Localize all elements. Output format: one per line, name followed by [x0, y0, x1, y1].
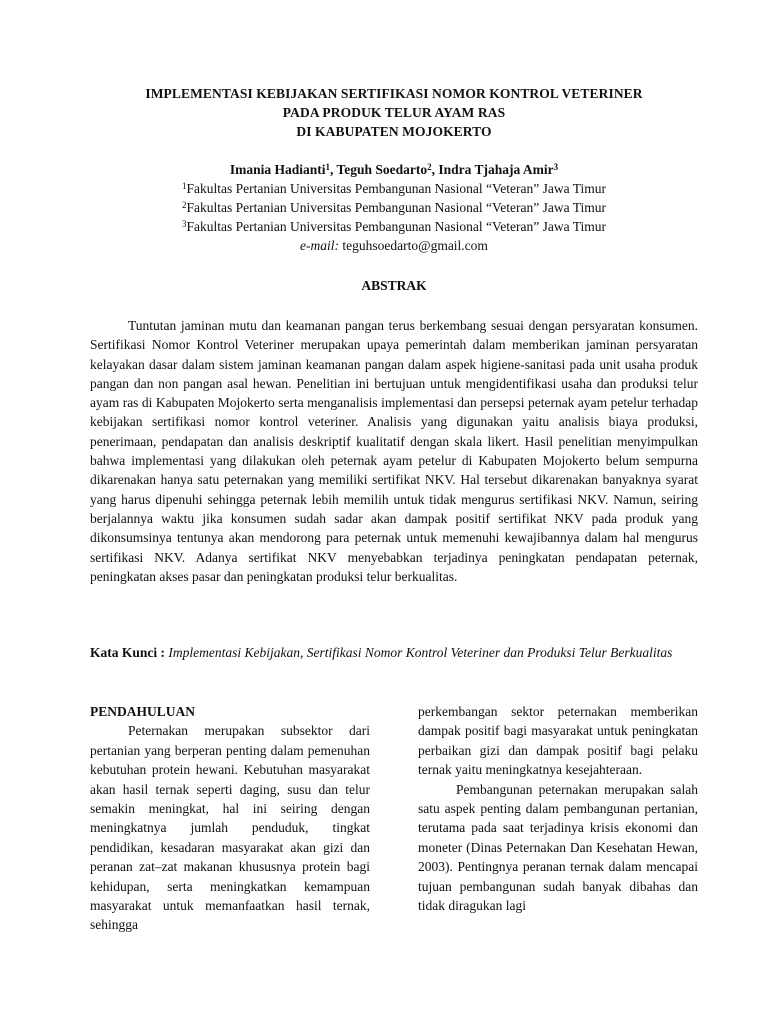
- keywords-text: Implementasi Kebijakan, Sertifikasi Nomor Kontrol Veteriner dan Produksi Telur Berkualitas: [165, 645, 673, 660]
- email-label: e-mail:: [300, 238, 340, 253]
- intro-paragraph-1-continued: perkembangan sektor peternakan memberikan dampak positif bagi masyarakat untuk peningkatan perbaikan gizi dan dampak positif bagi pelaku ternak yaitu meningkatnya kesejahteraan.: [418, 704, 698, 778]
- author-separator: ,: [329, 162, 337, 177]
- paper-title: [60, 84, 728, 141]
- affiliation-2: $^2$Fakultas Pertanian Universitas Pembangunan Nasional “Veteran” Jawa Timur: [181, 200, 607, 215]
- email-line: [60, 236, 728, 255]
- abstract-body: Tuntutan jaminan mutu dan keamanan pangan terus berkembang sesuai dengan persyaratan konsumen. Sertifikasi Nomor Kontrol Veteriner merupakan upaya pemerintah dalam memberikan jaminan persyaratan kelayakan dasar dalam sistem jaminan keamanan pangan dalam aspek higiene-sanitasi pada unit usaha produk pangan dan non pangan asal hewan. Penelitian ini bertujuan untuk mengidentifikasi usaha dan produksi telur ayam ras di Kabupaten Mojokerto serta menganalisis implementasi dan persepsi peternak ayam petelur terhadap kebijakan sertifikasi nomor kontrol veteriner. Analisis yang digunakan yaitu analisis biaya produksi, penerimaan, pendapatan dan analisis deskriptif kualitatif dengan skala likert. Hasil penelitian menyimpulkan bahwa implementasi yang dilakukan oleh peternak ayam petelur di Kabupaten Mojokerto belum sempurna dikarenakan hanya satu peternakan yang memiliki sertifikat NKV. Hal tersebut dikarenakan banyaknya syarat yang harus dipenuhi sehingga peternak lebih memilih untuk tidak mengurus sertifikasi NKV. Namun, seiring berjalannya waktu jika konsumen sudah sadar akan dampak positif sertifikat NKV pada produk yang dikonsumsinya tentunya akan mendorong para peternak untuk memenuhi kewajibannya dalam hal mengurus sertifikasi NKV. Adanya sertifikat NKV menyebabkan terjadinya peningkatan pendapatan peternak, peningkatan akses pasar dan peningkatan produksi telur berkualitas.: [90, 318, 698, 584]
- title-line-3: DI KABUPATEN MOJOKERTO: [296, 124, 492, 139]
- author-1: Imania Hadianti: [229, 162, 326, 177]
- keywords-label: Kata Kunci :: [90, 645, 166, 660]
- author-1-sup: 1: [325, 162, 330, 172]
- intro-paragraph-1: Peternakan merupakan subsektor dari pertanian yang berperan penting dalam pemenuhan kebutuhan protein hewani. Kebutuhan masyarakat akan hasil ternak seperti daging, susu dan telur semakin meningkat, hal ini seiring dengan meningkatnya jumlah penduduk, tingkat pendidikan, kesadaran masyarakat akan gizi dan peranan zat–zat makanan khususnya protein bagi kehidupan, serta meningkatkan kemampuan masyarakat untuk memanfaatkan hasil ternak, sehingga: [90, 723, 370, 933]
- intro-paragraph-2: Pembangunan peternakan merupakan salah satu aspek penting dalam pembangunan pertanian, terutama pada saat terjadinya krisis ekonomi dan moneter (Dinas Peternakan Dan Kesehatan Hewan, 2003). Pentingnya peranan ternak dalam mencapai tujuan pembangunan sudah banyak dibahas dan tidak diragukan lagi: [418, 781, 698, 914]
- title-line-1: IMPLEMENTASI KEBIJAKAN SERTIFIKASI NOMOR KONTROL VETERINER: [145, 86, 643, 101]
- author-2: Teguh Soedarto: [336, 162, 428, 177]
- author-block: [60, 160, 728, 255]
- right-column: [418, 702, 698, 915]
- email-address: teguhsoedarto@gmail.com: [339, 238, 488, 253]
- left-column: [90, 702, 370, 935]
- affiliation-3: $^3$Fakultas Pertanian Universitas Pembangunan Nasional “Veteran” Jawa Timur: [181, 219, 607, 234]
- author-names: [60, 160, 728, 179]
- section-heading-pendahuluan: PENDAHULUAN: [90, 704, 196, 719]
- author-3: Indra Tjahaja Amir: [438, 162, 554, 177]
- author-separator: ,: [431, 162, 439, 177]
- affiliation-1: $^1$Fakultas Pertanian Universitas Pembangunan Nasional “Veteran” Jawa Timur: [181, 181, 607, 196]
- author-2-sup: 2: [427, 162, 432, 172]
- abstract-heading: ABSTRAK: [361, 278, 427, 293]
- author-3-sup: 3: [553, 162, 559, 172]
- title-line-2: PADA PRODUK TELUR AYAM RAS: [282, 105, 506, 120]
- keywords: [90, 643, 698, 663]
